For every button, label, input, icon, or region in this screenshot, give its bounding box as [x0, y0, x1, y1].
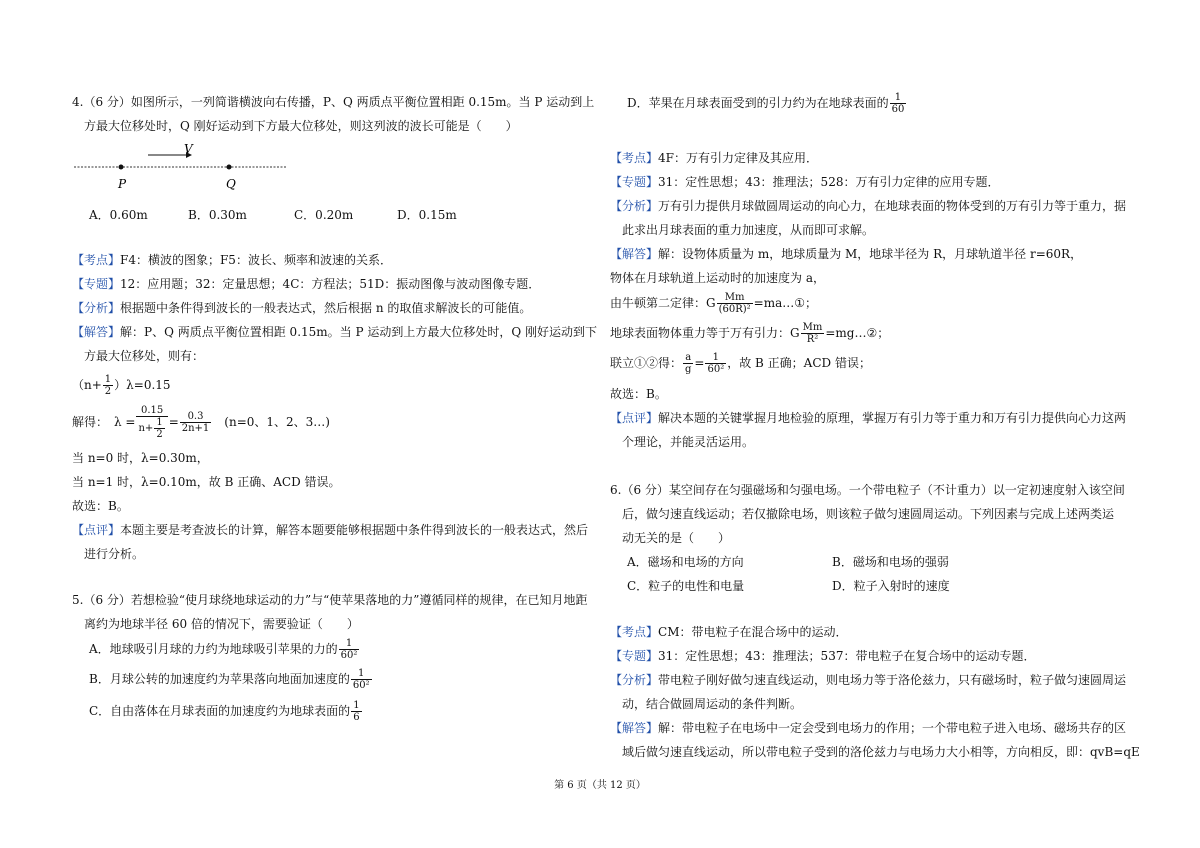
- solution-prefix: 解得： λ =: [72, 415, 136, 429]
- q4-stem-line2: 方最大位移处时，Q 刚好运动到下方最大位移处，则这列波的波长可能是（ ）: [84, 119, 518, 133]
- q4-kaodian: [72, 252, 392, 268]
- q4-wave-figure: [74, 144, 294, 194]
- q6-fenxi: 【分析】带电粒子刚好做匀速直线运动，则电场力等于洛伦兹力，只有磁场时，粒子做匀速圆周运: [610, 673, 1127, 687]
- q4-option-d: D．0.15m: [397, 208, 457, 222]
- q4-jieda-line2: 方最大位移处，则有：: [84, 349, 205, 363]
- q5-fenxi-line2: 此求出月球表面的重力加速度，从而即可求解。: [622, 223, 875, 237]
- point-q-label: Q: [226, 177, 236, 191]
- point-p-dot: [119, 165, 124, 170]
- q5-newton-equation: 由牛顿第二定律：G $\frac{Mm}{\text{(60R)²}}$ =ma…①；: [610, 292, 818, 315]
- q6-jieda: 【解答】解：带电粒子在电场中一定会受到电场力的作用；一个带电粒子进入电场、磁场共存的区: [610, 721, 1127, 735]
- eq1-prefix: （n+: [72, 378, 102, 392]
- fraction-lambda-1: 0.15 n+ $\frac{1}{2}$: [136, 405, 167, 440]
- q6-stem-line1: 6.（6 分）某空间存在匀强磁场和匀强电场。一个带电粒子（不计重力）以一定初速度射入该空间: [610, 483, 1125, 497]
- solution-range: (n=0、1、2、3…): [212, 415, 330, 429]
- q4-case-n1: 当 n=1 时，λ=0.10m，故 B 正确、ACD 错误。: [72, 475, 341, 489]
- q6-zhuanti: 【专题】31：定性思想；43：推理法；537：带电粒子在复合场中的运动专题．: [610, 649, 1036, 663]
- dianping-text: 本题主要是考查波长的计算，解答本题要能够根据题中条件得到波长的一般表达式，然后: [120, 523, 589, 537]
- q4-equation-1: [72, 373, 171, 397]
- kaodian-tag: 【考点】: [72, 253, 121, 267]
- q6-option-d: D．粒子入射时的速度: [832, 579, 950, 593]
- dianping-tag: 【点评】: [72, 523, 121, 537]
- point-q-dot: [227, 165, 232, 170]
- q6-option-a: A．磁场和电场的方向: [627, 555, 744, 569]
- q5-answer: 故选：B。: [610, 387, 667, 401]
- q6-jieda-line2: 域后做匀速直线运动，所以带电粒子受到的洛伦兹力与电场力大小相等，方向相反，即：qvB=qE: [622, 745, 1140, 759]
- q5-option-a: A．地球吸引月球的力约为地球吸引苹果的力的 $\frac{1}{\text{60²}}$: [89, 638, 358, 661]
- fraction-half: $\frac{1}{2}$: [104, 374, 112, 397]
- q4-dianping-line2: 进行分析。: [84, 547, 145, 561]
- q4-option-c: C．0.20m: [294, 208, 354, 222]
- q6-kaodian: 【考点】CM：带电粒子在混合场中的运动．: [610, 625, 848, 639]
- q4-solution-equation: 解得： λ = 0.15 n+ $\frac{1}{2}$ = $\frac{0.3}{2n+1}$ (n=0、1、2、3…): [72, 405, 330, 440]
- q4-fenxi: [72, 300, 531, 316]
- q5-option-b: B．月球公转的加速度约为苹果落向地面加速度的 $\frac{1}{\text{60²}}$: [89, 668, 370, 691]
- q5-stem-line2: 离约为地球半径 60 倍的情况下，需要验证（ ）: [84, 617, 359, 631]
- q5-kaodian: 【考点】4F：万有引力定律及其应用．: [610, 151, 818, 165]
- kaodian-text: F4：横波的图象；F5：波长、频率和波速的关系．: [120, 253, 392, 267]
- q4-dianping: [72, 522, 588, 538]
- zhuanti-text: 12：应用题；32：定量思想；4C：方程法；51D：振动图像与波动图像专题．: [120, 277, 541, 291]
- q5-fenxi: 【分析】万有引力提供月球做圆周运动的向心力，在地球表面的物体受到的万有引力等于重力，据: [610, 199, 1127, 213]
- q5-option-c: C．自由落体在月球表面的加速度约为地球表面的 $\frac{1}{6}$: [89, 700, 360, 723]
- q5-jieda-line2: 物体在月球轨道上运动时的加速度为 a，: [610, 271, 825, 285]
- fenxi-tag: 【分析】: [72, 301, 121, 315]
- q5-jieda: 【解答】解：设物体质量为 m，地球质量为 M，地球半径为 R，月球轨道半径 r=60R，: [610, 247, 1083, 261]
- q5-dianping-line2: 个理论，并能灵活运用。: [622, 435, 755, 449]
- eq1-suffix: ）λ=0.15: [114, 378, 171, 392]
- q4-case-n0: 当 n=0 时，λ=0.30m，: [72, 451, 209, 465]
- page-footer: 第 6 页（共 12 页）: [554, 780, 646, 791]
- point-p-label: P: [118, 177, 127, 191]
- jieda-text: 解：P、Q 两质点平衡位置相距 0.15m。当 P 运动到上方最大位移处时，Q 刚好运动到下: [120, 325, 598, 339]
- q4-option-b: B．0.30m: [188, 208, 247, 222]
- q6-option-c: C．粒子的电性和电量: [627, 579, 745, 593]
- q5-zhuanti: 【专题】31：定性思想；43：推理法；528：万有引力定律的应用专题．: [610, 175, 1000, 189]
- q4-stem-line1: 4.（6 分）如图所示，一列简谐横波向右传播，P、Q 两质点平衡位置相距 0.15m。当 P 运动到上: [72, 95, 595, 109]
- q6-fenxi-line2: 动，结合做圆周运动的条件判断。: [622, 697, 803, 711]
- q6-stem-line2: 后，做匀速直线运动；若仅撤除电场，则该粒子做匀速圆周运动。下列因素与完成上述两类运: [622, 507, 1115, 521]
- q5-gravity-equation: 地球表面物体重力等于万有引力：G $\frac{Mm}{\text{R²}}$ =mg…②；: [610, 322, 890, 345]
- q5-combined-equation: 联立①②得： $\frac{a}{g}$ = $\frac{1}{\text{60²}}$ ，故 B 正确；ACD 错误；: [610, 352, 871, 375]
- q5-dianping: 【点评】解决本题的关键掌握月地检验的原理，掌握万有引力等于重力和万有引力提供向心力这两: [610, 411, 1127, 425]
- velocity-label: V: [184, 144, 193, 156]
- q4-jieda: [72, 324, 597, 340]
- q5-stem-line1: 5.（6 分）若想检验“使月球绕地球运动的力”与“使苹果落地的力”遵循同样的规律，在已知月地距: [72, 593, 588, 607]
- zhuanti-tag: 【专题】: [72, 277, 121, 291]
- q4-option-a: A．0.60m: [89, 208, 148, 222]
- q4-answer: 故选：B。: [72, 499, 129, 513]
- fraction-lambda-2: $\frac{0.3}{2n+1}$: [181, 411, 210, 434]
- jieda-tag: 【解答】: [72, 325, 121, 339]
- q5-option-d: D．苹果在月球表面受到的引力约为在地球表面的 $\frac{1}{60}$: [627, 92, 905, 115]
- q6-stem-line3: 动无关的是（ ）: [622, 531, 731, 545]
- q4-zhuanti: [72, 276, 540, 292]
- q6-option-b: B．磁场和电场的强弱: [832, 555, 949, 569]
- fenxi-text: 根据题中条件得到波长的一般表达式，然后根据 n 的取值求解波长的可能值。: [120, 301, 532, 315]
